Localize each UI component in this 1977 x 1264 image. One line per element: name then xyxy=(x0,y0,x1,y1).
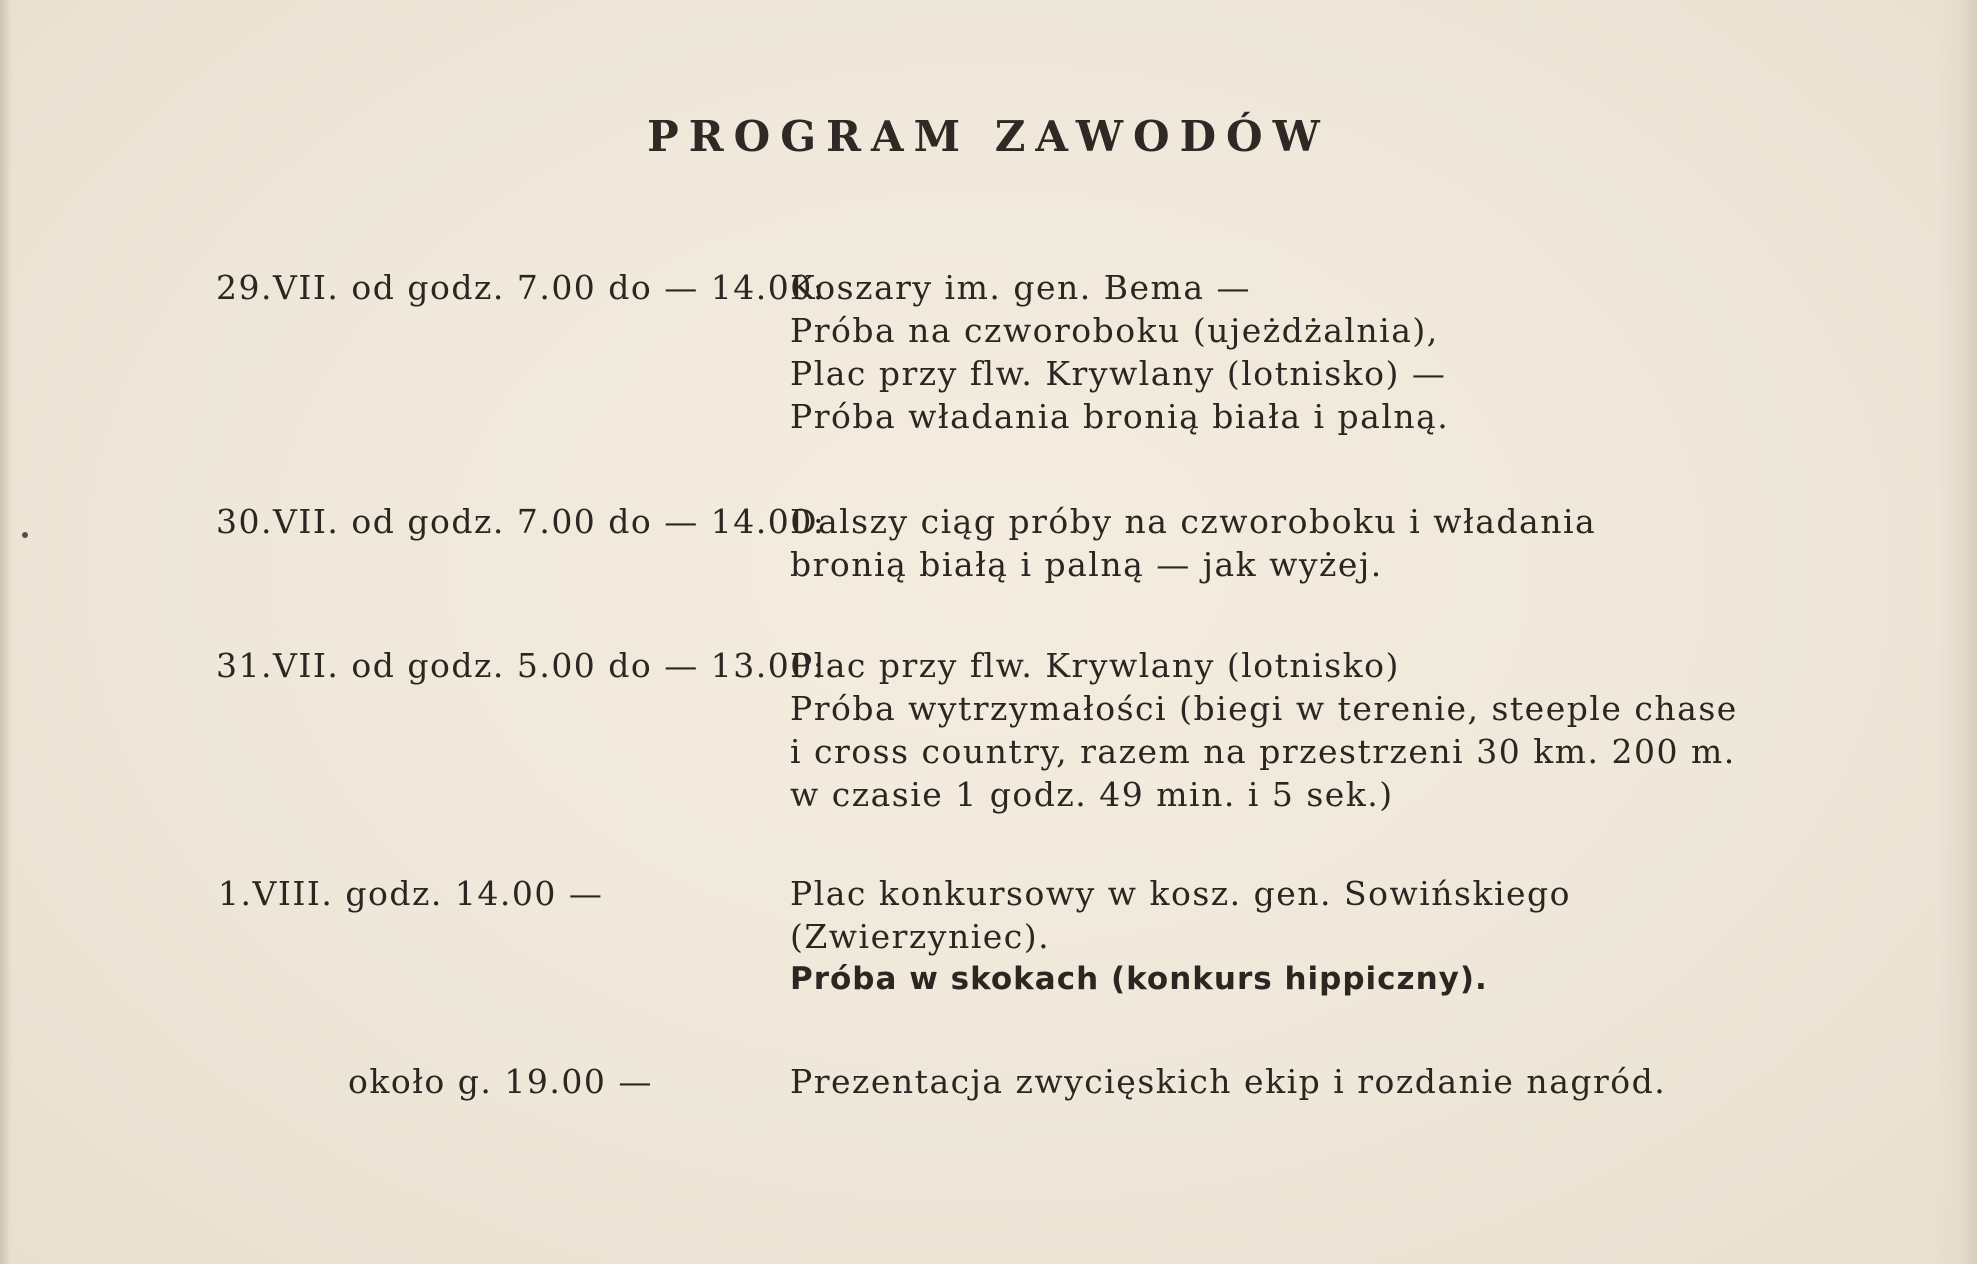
description-line: bronią białą i palną — jak wyżej. xyxy=(790,545,1383,584)
description-line: Dalszy ciąg próby na czworoboku i władania xyxy=(790,502,1597,541)
description-line: i cross country, razem na przestrzeni 30 km. 200 m. xyxy=(790,732,1736,771)
description-line: Próba wytrzymałości (biegi w terenie, steeple chase xyxy=(790,689,1738,728)
entry-description xyxy=(790,500,1750,586)
description-line: Próba władania bronią biała i palną. xyxy=(790,397,1450,436)
description-line: Plac przy flw. Krywlany (lotnisko) xyxy=(790,646,1400,685)
entry-date-time: 31.VII. od godz. 5.00 do — 13.00: xyxy=(216,646,826,685)
punch-mark xyxy=(22,532,28,538)
entry-date-time: 30.VII. od godz. 7.00 do — 14.00: xyxy=(216,502,826,541)
description-line: Próba na czworoboku (ujeżdżalnia), xyxy=(790,311,1439,350)
description-line: Plac konkursowy w kosz. gen. Sowińskiego xyxy=(790,874,1572,913)
description-line: w czasie 1 godz. 49 min. i 5 sek.) xyxy=(790,775,1394,814)
entry-description xyxy=(790,644,1750,816)
description-line: Plac przy flw. Krywlany (lotnisko) — xyxy=(790,354,1447,393)
description-line: (Zwierzyniec). xyxy=(790,917,1051,956)
page-edge-shadow xyxy=(1937,0,1977,1264)
entry-description xyxy=(790,266,1750,438)
entry-date-time: około g. 19.00 — xyxy=(348,1062,653,1101)
description-line: Prezentacja zwycięskich ekip i rozdanie nagród. xyxy=(790,1062,1667,1101)
page-title: PROGRAM ZAWODÓW xyxy=(647,112,1330,161)
entry-date-time: 1.VIII. godz. 14.00 — xyxy=(218,874,604,913)
entry-description xyxy=(790,1060,1750,1103)
entry-date-time: 29.VII. od godz. 7.00 do — 14.00: xyxy=(216,268,826,307)
page-fold-shadow xyxy=(0,0,14,1264)
entry-description xyxy=(790,872,1750,1001)
description-line-emphasis: Próba w skokach (konkurs hippiczny). xyxy=(790,961,1488,997)
description-line: Koszary im. gen. Bema — xyxy=(790,268,1251,307)
